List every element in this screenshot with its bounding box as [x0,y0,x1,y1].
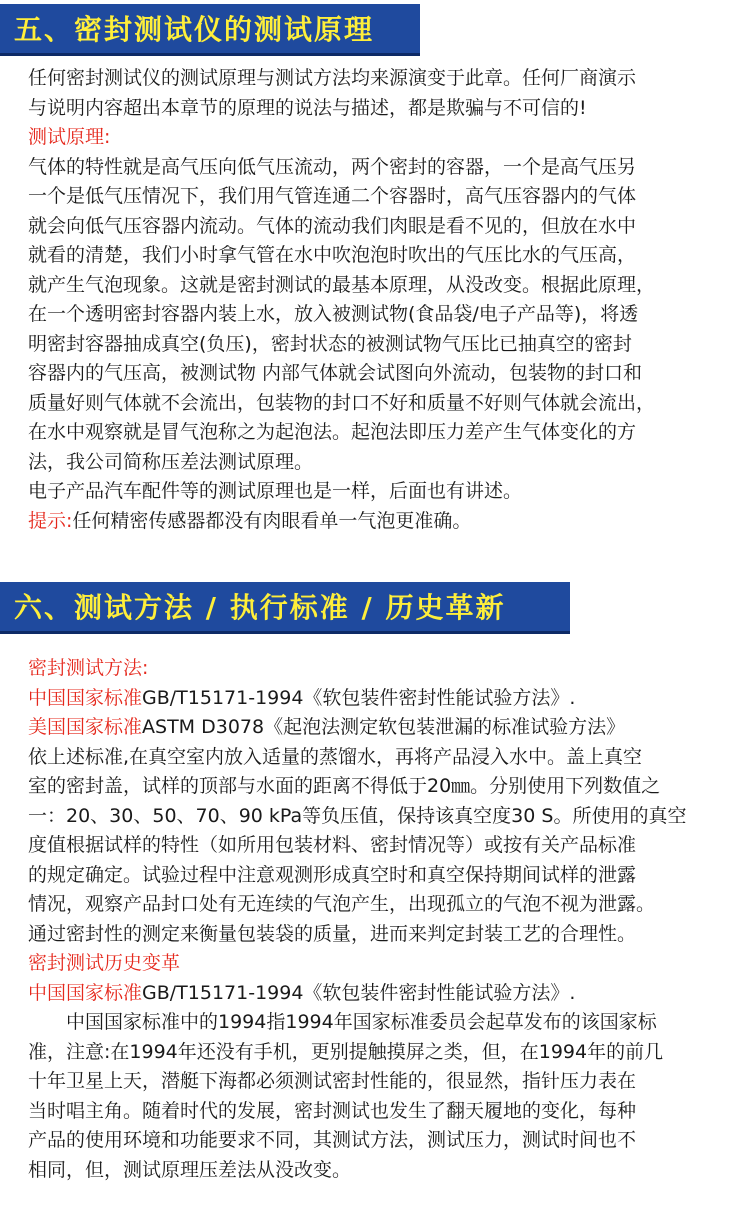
tip-label: 提示: [28,509,73,532]
cn-standard-label-2: 中国国家标准 [28,981,143,1004]
history-label: 密封测试历史变革 [28,952,181,974]
electronics-paragraph: 电子产品汽车配件等的测试原理也是一样，后面也有讲述。 [28,480,523,502]
section-6-body [28,654,728,1185]
tip-text: 任何精密传感器都没有肉眼看单一气泡更准确。 [72,509,472,532]
cn-standard-line-2 [28,979,728,1009]
method-paragraph: 依上述标准,在真空室内放入适量的蒸馏水，再将产品浸入水中。盖上真空 室的密封盖，试样的顶部与水面的距离不得低于20㎜。分别使用下列数值之 一：20、30、50、70、90 kPa等负压值，保持该真空度30 S。所使用的真空 度值根据试样的特性（如所用包装材料、密封情况等）或按有关产品标准 的规定确定。试验过程中注意观测形成真空时和真空保持期间试样的泄露 情况，观察产品封口处有无连续的气泡产生，出现孤立的气泡不视为泄露。 通过密封性的测定来衡量包装袋的质量，进而来判定封装工艺的合理性。 [28,745,687,945]
section-5-heading: 五、密封测试仪的测试原理 [0,4,420,56]
history-paragraph: 中国国家标准中的1994指1994年国家标准委员会起草发布的该国家标 准，注意:在1994年还没有手机，更别提触摸屏之类，但，在1994年的前几 十年卫星上天，潜艇下海都必须测试密封性能的，很显然，指针压力表在 当时唱主角。随着时代的发展，密封测试也发生了翻天履地的变化，每种 产品的使用环境和功能要求不同，其测试方法，测试压力，测试时间也不 相同，但，测试原理压差法从没改变。 [28,1011,664,1181]
us-standard-text: ASTM D3078《起泡法测定软包装泄漏的标准试验方法》 [142,716,626,738]
method-label: 密封测试方法: [28,657,149,679]
section-5-body [28,64,728,536]
us-standard-label: 美国国家标准 [28,716,143,738]
intro-paragraph: 任何密封测试仪的测试原理与测试方法均来源演变于此章。任何厂商演示 与说明内容超出本章节的原理的说法与描述，都是欺骗与不可信的! [28,67,637,119]
cn-standard-text: GB/T15171-1994《软包装件密封性能试验方法》. [142,686,576,709]
section-6-heading: 六、测试方法 / 执行标准 / 历史革新 [0,582,570,634]
principle-label: 测试原理: [28,126,111,148]
cn-standard-text-2: GB/T15171-1994《软包装件密封性能试验方法》. [142,981,576,1004]
us-standard-line [28,713,728,743]
tip-line [28,507,728,537]
cn-standard-label: 中国国家标准 [28,686,143,709]
cn-standard-line [28,684,728,714]
principle-paragraph: 气体的特性就是高气压向低气压流动，两个密封的容器，一个是高气压另 一个是低气压情况下，我们用气管连通二个容器时，高气压容器内的气体 就会向低气压容器内流动。气体的流动我们肉眼是看不见的，但放在水中 就看的清楚，我们小时拿气管在水中吹泡泡时吹出的气压比水的气压高， 就产生气泡现象。这就是密封测试的最基本原理，从没改变。根据此原理， 在一个透明密封容器内装上水，放入被测试物(食品袋/电子产品等)，将透 明密封容器抽成真空(负压)，密封状态的被测试物气压比已抽真空的密封 容器内的气压高，被测试物 内部气体就会试图向外流动，包装物的封口和 质量好则气体就不会流出，包装物的封口不好和质量不好则气体就会流出， 在水中观察就是冒气泡称之为起泡法。起泡法即压力差产生气体变化的方 法，我公司简称压差法测试原理。 [28,155,656,473]
